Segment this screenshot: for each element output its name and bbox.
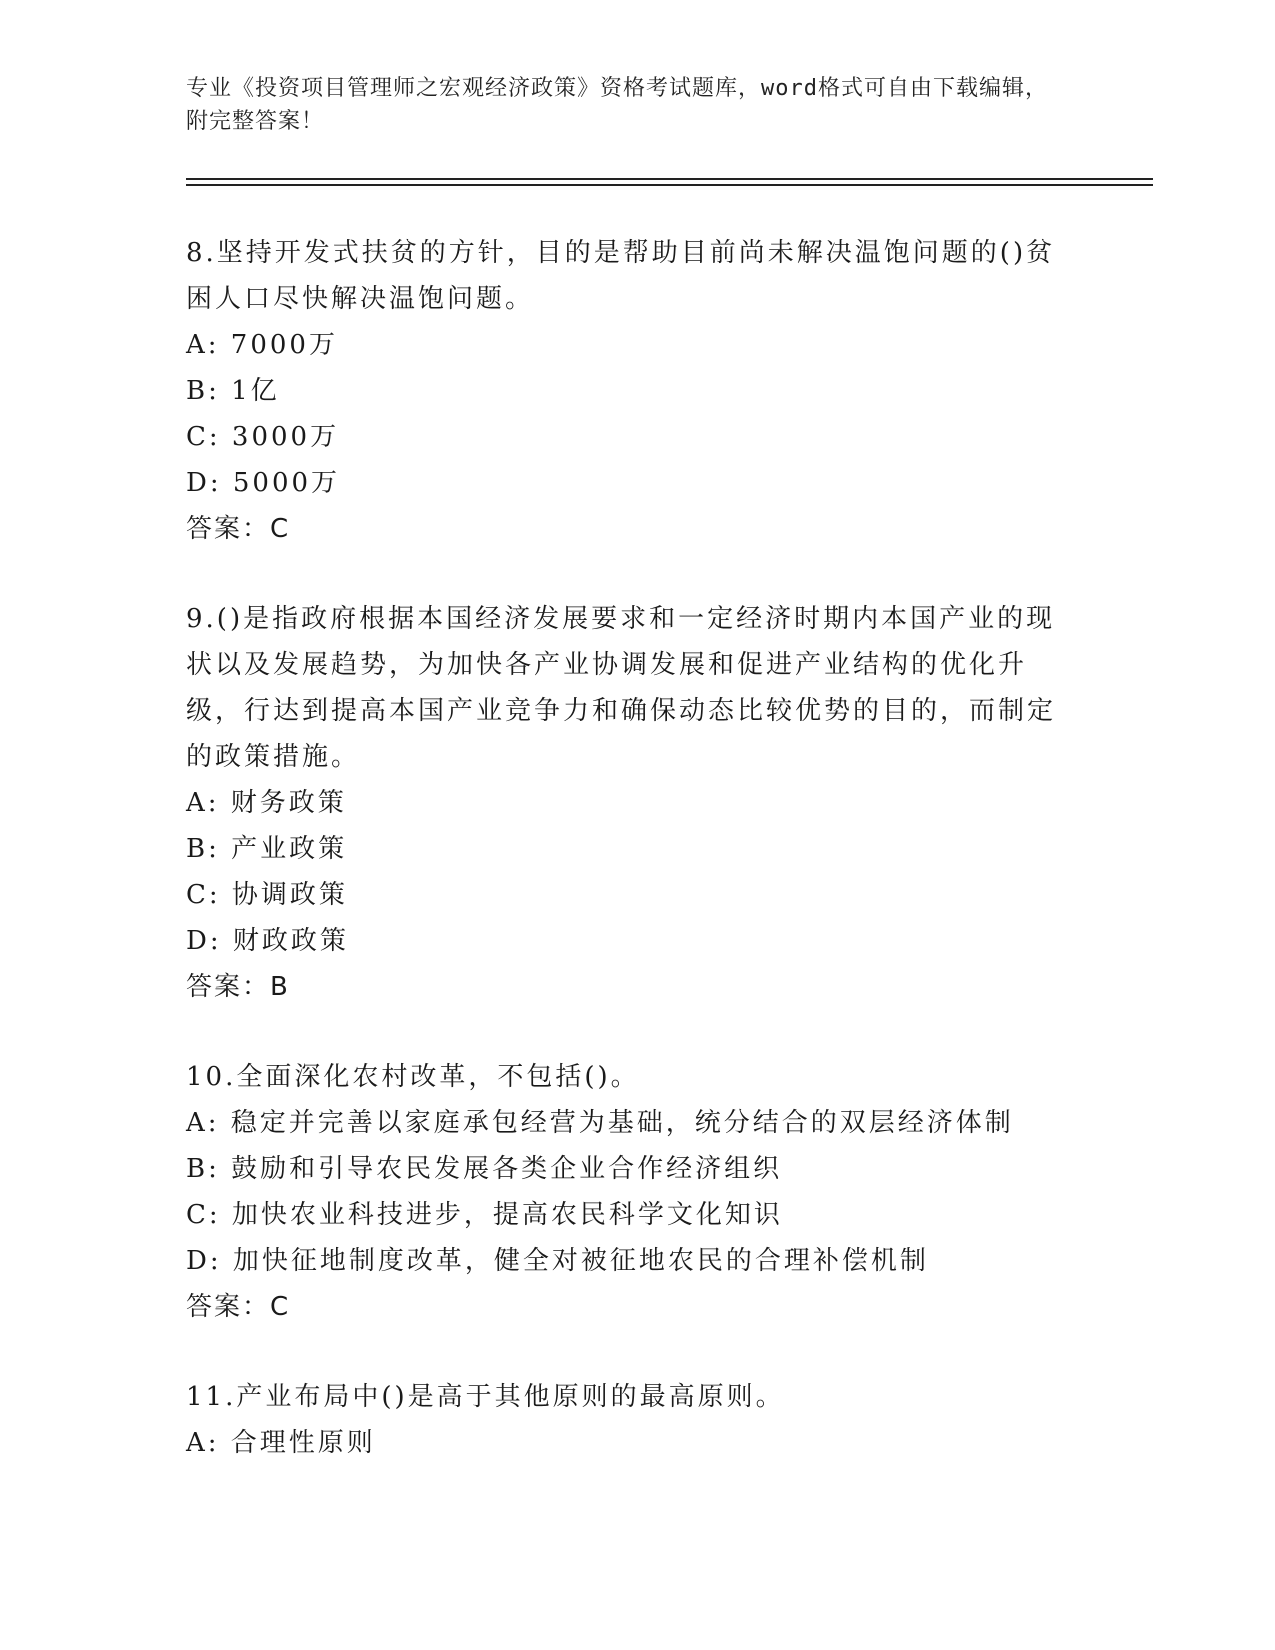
option-a: A: 财务政策	[186, 788, 347, 818]
question-stem: 10.全面深化农村改革，不包括()。	[186, 1062, 640, 1092]
question-list	[186, 230, 1066, 1510]
option-c: C: 加快农业科技进步，提高农民科学文化知识	[186, 1200, 783, 1230]
question-stem: 11.产业布局中()是高于其他原则的最高原则。	[186, 1382, 785, 1412]
question-stem: 9.()是指政府根据本国经济发展要求和一定经济时期内本国产业的现状以及发展趋势，为加快各产业协调发展和促进产业结构的优化升级，行达到提高本国产业竞争力和确保动态比较优势的目的，而制定的政策措施。	[186, 604, 1057, 772]
question-11	[186, 1374, 1066, 1466]
option-a: A: 合理性原则	[186, 1428, 376, 1458]
option-a: A: 稳定并完善以家庭承包经营为基础，统分结合的双层经济体制	[186, 1108, 1014, 1138]
option-c: C: 3000万	[186, 422, 340, 452]
option-a: A: 7000万	[186, 330, 338, 360]
question-9	[186, 596, 1066, 1010]
header-rule-top	[186, 178, 1153, 180]
answer-line: 答案：B	[186, 972, 290, 1002]
option-b: B: 产业政策	[186, 834, 348, 864]
question-10	[186, 1054, 1066, 1330]
answer-line: 答案：C	[186, 514, 291, 544]
option-d: D: 加快征地制度改革，健全对被征地农民的合理补偿机制	[186, 1246, 929, 1276]
option-d: D: 财政政策	[186, 926, 349, 956]
document-intro: 专业《投资项目管理师之宏观经济政策》资格考试题库，word格式可自由下载编辑，附完整答案！	[186, 76, 1048, 134]
header-rule-bottom	[186, 184, 1153, 186]
option-b: B: 鼓励和引导农民发展各类企业合作经济组织	[186, 1154, 783, 1184]
question-8	[186, 230, 1066, 552]
option-d: D: 5000万	[186, 468, 341, 498]
option-b: B: 1亿	[186, 376, 280, 406]
option-c: C: 协调政策	[186, 880, 348, 910]
question-stem: 8.坚持开发式扶贫的方针，目的是帮助目前尚未解决温饱问题的()贫困人口尽快解决温饱问题。	[186, 238, 1056, 314]
answer-line: 答案：C	[186, 1292, 291, 1322]
